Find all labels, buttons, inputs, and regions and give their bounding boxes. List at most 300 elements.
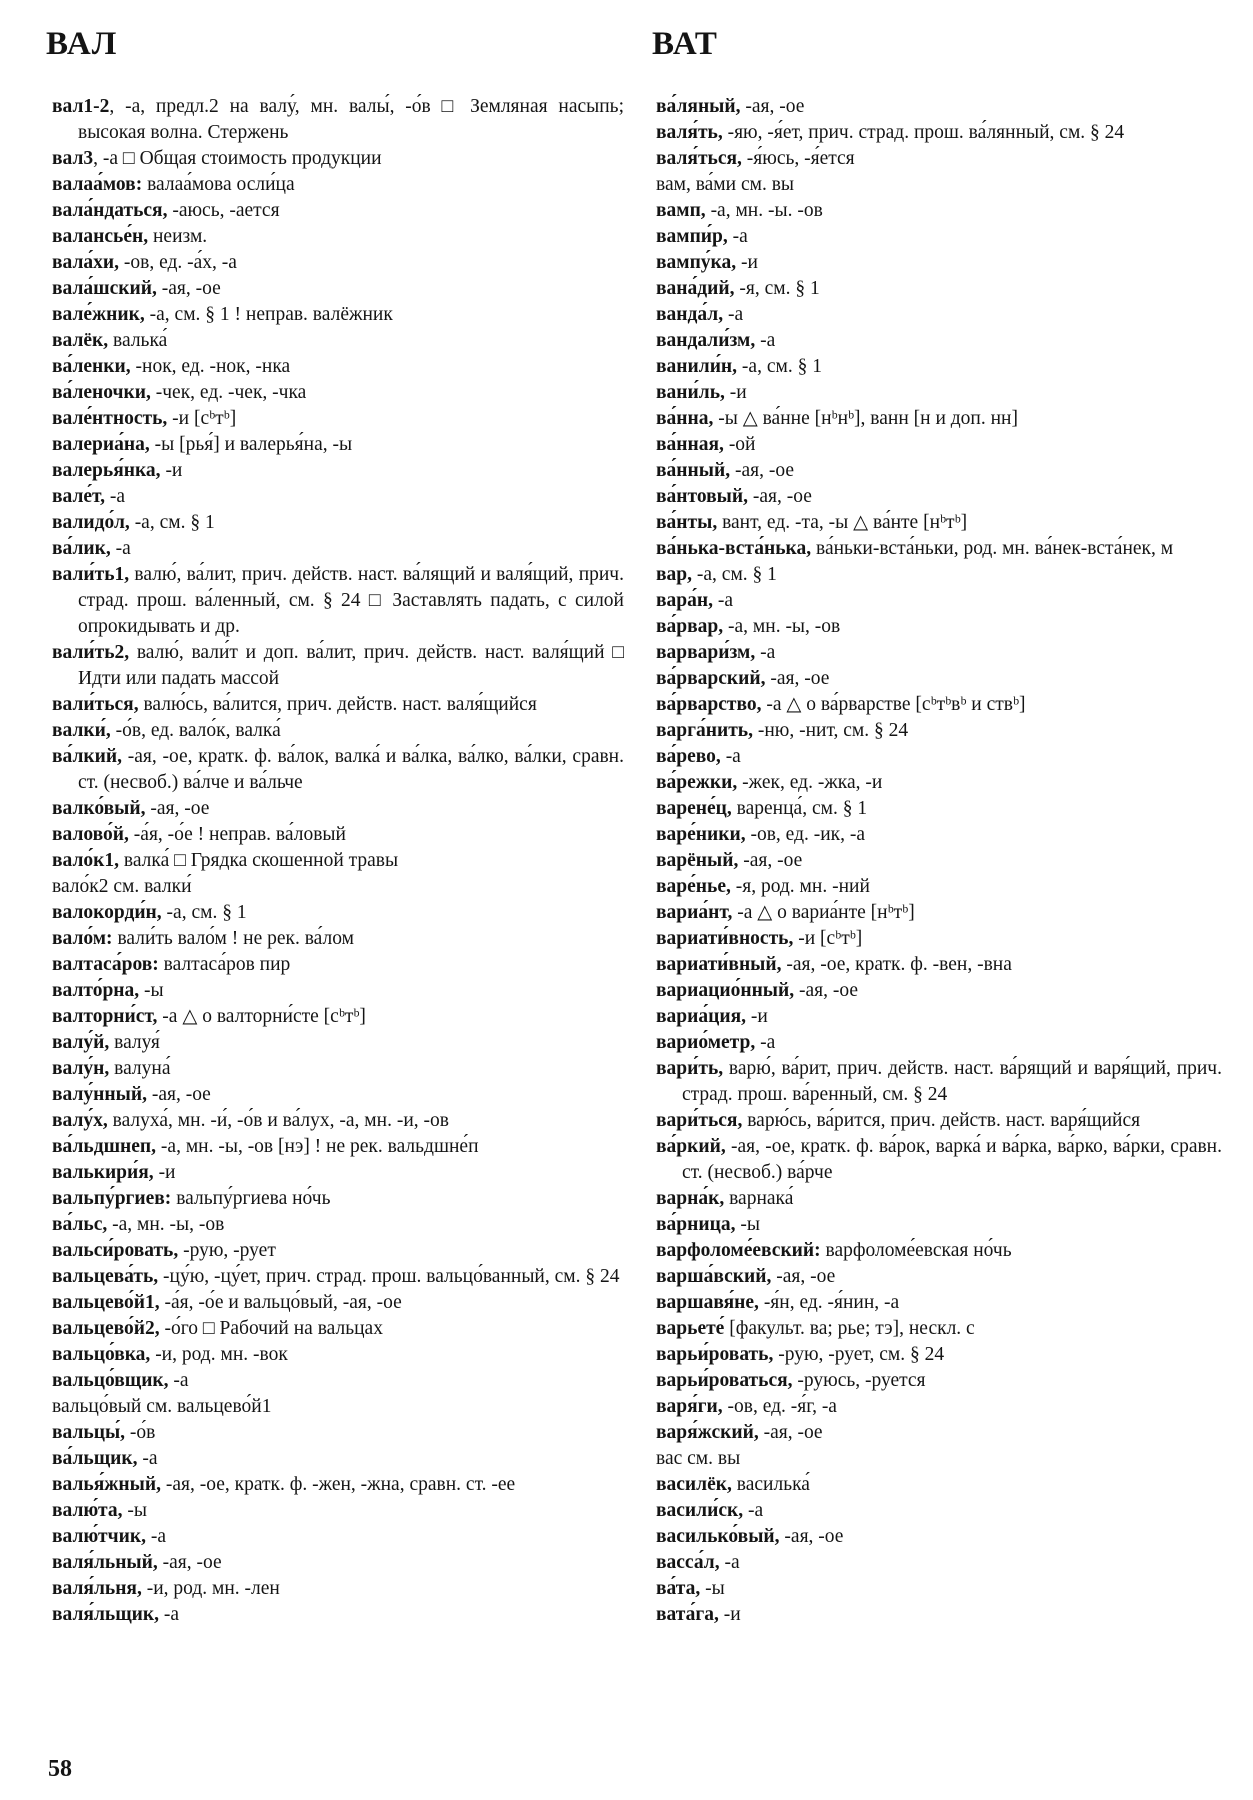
dictionary-entry (656, 588, 1222, 614)
dictionary-entry (656, 926, 1222, 952)
entry-headword: варшавя́не, (656, 1292, 759, 1313)
dictionary-entry (52, 1316, 624, 1342)
dictionary-entry (52, 1108, 624, 1134)
entry-headword: валу́нный, (52, 1084, 147, 1105)
entry-text: -ая, -ое (156, 278, 221, 299)
dictionary-entry (52, 926, 624, 952)
entry-text: -чек, ед. -чек, -чка (150, 382, 307, 403)
dictionary-entry (656, 380, 1222, 406)
entry-text: -а (110, 538, 131, 559)
entry-headword: валки́, (52, 720, 111, 741)
entry-text: -ая, -ое (738, 850, 803, 871)
dictionary-entry (656, 1472, 1222, 1498)
entry-headword: варене́ц, (656, 798, 732, 819)
entry-headword: ванда́л, (656, 304, 724, 325)
dictionary-entry (656, 1602, 1222, 1628)
entry-headword: вата́га, (656, 1604, 719, 1625)
entry-text: -ы △ ва́нне [нᵇнᵇ], ванн [н и доп. нн] (713, 408, 1018, 429)
entry-text: -я́юсь, -я́ется (741, 148, 855, 169)
entry-headword: вале́т, (52, 486, 106, 507)
entry-text: -а́я, -о́е ! неправ. ва́ловый (128, 824, 346, 845)
dictionary-entry (656, 718, 1222, 744)
right-column (656, 94, 1222, 1628)
entry-headword: валя́ться, (656, 148, 742, 169)
dictionary-entry (656, 1108, 1222, 1134)
dictionary-entry (52, 1524, 624, 1550)
entry-headword: ва́ленки, (52, 356, 131, 377)
entry-text: -и, род. мн. -вок (150, 1344, 288, 1365)
dictionary-entry (52, 1446, 624, 1472)
entry-text: -о́го □ Рабочий на вальцах (159, 1318, 383, 1339)
entry-headword: вала́хи, (52, 252, 120, 273)
entry-headword: варша́вский, (656, 1266, 772, 1287)
dictionary-entry (656, 120, 1222, 146)
entry-text: -ая, -ое (794, 980, 859, 1001)
entry-text: -ню, -нит, см. § 24 (752, 720, 909, 741)
entry-headword: ва́нная, (656, 434, 724, 455)
dictionary-entry (656, 562, 1222, 588)
entry-headword: вариати́вный, (656, 954, 782, 975)
dictionary-entry (656, 770, 1222, 796)
entry-headword: валу́х, (52, 1110, 108, 1131)
entry-text: -а (105, 486, 126, 507)
dictionary-entry (52, 900, 624, 926)
entry-headword: ва́та, (656, 1578, 701, 1599)
entry-text: -ы (735, 1214, 760, 1235)
entry-text: -ая, -ое (145, 798, 210, 819)
dictionary-entry (52, 1004, 624, 1030)
dictionary-entry (52, 354, 624, 380)
entry-headword: валья́жный, (52, 1474, 161, 1495)
dictionary-entry (52, 848, 624, 874)
entry-headword: вани́ль, (656, 382, 725, 403)
entry-text: -ы (122, 1500, 147, 1521)
entry-headword: ва́нты, (656, 512, 718, 533)
entry-text: -ая, -ое (771, 1266, 836, 1287)
entry-headword: валькири́я, (52, 1162, 154, 1183)
dictionary-entry (52, 874, 624, 900)
entry-text: -а, см. § 1 (737, 356, 822, 377)
entry-text: -и (718, 1604, 741, 1625)
dictionary-entry (656, 666, 1222, 692)
entry-text: -яю, -я́ет, прич. страд. прош. ва́лянный, см. § 24 (722, 122, 1125, 143)
entry-text: -а, см. § 1 (692, 564, 777, 585)
dictionary-entry (656, 432, 1222, 458)
entry-headword: варе́нье, (656, 876, 731, 897)
dictionary-entry (52, 276, 624, 302)
dictionary-entry (52, 744, 624, 796)
entry-text: -ов, ед. -я́г, -а (722, 1396, 837, 1417)
entry-text: -и [сᵇтᵇ] (793, 928, 863, 949)
entry-headword: вал1-2 (52, 96, 110, 117)
entry-text: валаа́мова осли́ца (142, 174, 295, 195)
entry-text: -и (724, 382, 747, 403)
entry-text: -ая, -ое (758, 1422, 823, 1443)
entry-text: -а (719, 1552, 740, 1573)
entry-headword: варьете́ (656, 1318, 725, 1339)
entry-text: ва́ньки-вста́ньки, род. мн. ва́нек-вста́нек, м (811, 538, 1174, 559)
entry-headword: вампу́ка, (656, 252, 737, 273)
entry-text: вали́ть вало́м ! не рек. ва́лом (112, 928, 354, 949)
dictionary-entry (52, 1368, 624, 1394)
entry-text: -а, см. § 1 (129, 512, 215, 533)
entry-text: -жек, ед. -жка, -и (737, 772, 883, 793)
dictionary-entry (52, 1264, 624, 1290)
dictionary-entry (52, 536, 624, 562)
entry-text: -ая, -ое (146, 1084, 211, 1105)
dictionary-entry (52, 1576, 624, 1602)
dictionary-entry (52, 1082, 624, 1108)
entry-text: варфоломе́евская но́чь (820, 1240, 1012, 1261)
dictionary-entry (52, 718, 624, 744)
entry-text: варю́, ва́рит, прич. действ. наст. ва́рящий и варя́щий, прич. страд. прош. ва́ренный, см. § 24 (682, 1058, 1222, 1105)
dictionary-entry (656, 1498, 1222, 1524)
entry-text: валька́ (108, 330, 168, 351)
dictionary-entry (656, 744, 1222, 770)
dictionary-entry (656, 354, 1222, 380)
entry-text: -я, род. мн. -ний (730, 876, 870, 897)
entry-text: вант, ед. -та, -ы △ ва́нте [нᵇтᵇ] (717, 512, 968, 533)
entry-headword: вари́ться, (656, 1110, 743, 1131)
entry-headword: вали́ть1, (52, 564, 130, 585)
entry-headword: валторни́ст, (52, 1006, 158, 1027)
entry-text: -ой (723, 434, 756, 455)
entry-headword: ва́нька-вста́нька, (656, 538, 812, 559)
dictionary-entry (52, 1472, 624, 1498)
entry-text: , -а □ Общая стоимость продукции (93, 148, 382, 169)
entry-text: -а △ о вариа́нте [нᵇтᵇ] (732, 902, 915, 923)
entry-headword: варе́ники, (656, 824, 746, 845)
dictionary-entry (656, 822, 1222, 848)
entry-headword: варя́жский, (656, 1422, 759, 1443)
dictionary-entry (656, 1004, 1222, 1030)
entry-text: -ая, -ое (730, 460, 794, 481)
entry-headword: валидо́л, (52, 512, 130, 533)
entry-text: -и [сᵇтᵇ] (167, 408, 237, 429)
entry-text: -ы (700, 1578, 725, 1599)
entry-text: , -а, предл.2 на валу́, мн. валы́, -о́в □ Земляная насыпь; высокая волна. Стержень (78, 96, 624, 143)
entry-text: валю́сь, ва́лится, прич. действ. наст. валя́щийся (138, 694, 537, 715)
entry-headword: вальцева́ть, (52, 1266, 159, 1287)
entry-text: -а (713, 590, 734, 611)
dictionary-entry (656, 978, 1222, 1004)
entry-text: валтаса́ров пир (158, 954, 291, 975)
dictionary-entry (656, 172, 1222, 198)
entry-text: неизм. (148, 226, 208, 247)
entry-text: варнака́ (724, 1188, 794, 1209)
dictionary-entry (656, 1420, 1222, 1446)
entry-text: -а (168, 1370, 189, 1391)
dictionary-entry (656, 1550, 1222, 1576)
entry-headword: валя́льня, (52, 1578, 142, 1599)
entry-text: -а́я, -о́е и вальцо́вый, -ая, -ое (159, 1292, 402, 1313)
entry-text: вас см. вы (656, 1448, 741, 1469)
dictionary-entry (52, 1030, 624, 1056)
entry-headword: варга́нить, (656, 720, 753, 741)
dictionary-entry (656, 1290, 1222, 1316)
entry-text: -ая, -ое, кратк. ф. ва́рок, варка́ и ва́рка, ва́рко, ва́рки, сравн. ст. (несвоб.) ва́рче (682, 1136, 1222, 1183)
entry-headword: варьи́ровать, (656, 1344, 774, 1365)
dictionary-entry (52, 1238, 624, 1264)
entry-text: -ая, -ое (779, 1526, 844, 1547)
dictionary-entry (656, 224, 1222, 250)
entry-text: -ая, -ое, кратк. ф. -жен, -жна, сравн. ст. -ее (160, 1474, 516, 1495)
entry-text: -ы [рья́] и валерья́на, -ы (149, 434, 353, 455)
dictionary-entry (52, 1290, 624, 1316)
dictionary-entry (656, 692, 1222, 718)
entry-text: -ов, ед. -а́х, -а (119, 252, 237, 273)
entry-text: -а, мн. -ы, -ов (107, 1214, 225, 1235)
dictionary-entry (52, 562, 624, 640)
entry-text: -а, мн. -ы, -ов (723, 616, 841, 637)
entry-headword: валя́льный, (52, 1552, 158, 1573)
entry-headword: валя́льщик, (52, 1604, 160, 1625)
dictionary-entry (656, 1238, 1222, 1264)
entry-headword: вальцо́вка, (52, 1344, 151, 1365)
dictionary-entry (52, 1602, 624, 1628)
entry-headword: варьи́роваться, (656, 1370, 793, 1391)
entry-text: валка́ □ Грядка скошенной травы (119, 850, 399, 871)
entry-headword: валокорди́н, (52, 902, 162, 923)
dictionary-entry (52, 822, 624, 848)
entry-text: -и, род. мн. -лен (141, 1578, 280, 1599)
dictionary-entry (52, 952, 624, 978)
dictionary-entry (52, 1134, 624, 1160)
entry-headword: вальцо́вщик, (52, 1370, 169, 1391)
dictionary-entry (52, 458, 624, 484)
dictionary-entry (656, 1264, 1222, 1290)
dictionary-entry (52, 640, 624, 692)
dictionary-entry (52, 1394, 624, 1420)
entry-headword: ва́рево, (656, 746, 721, 767)
dictionary-entry (656, 900, 1222, 926)
entry-text: варю́сь, ва́рится, прич. действ. наст. варя́щийся (742, 1110, 1141, 1131)
entry-headword: вало́к1, (52, 850, 120, 871)
dictionary-entry (656, 1524, 1222, 1550)
entry-headword: валерья́нка, (52, 460, 161, 481)
dictionary-entry (656, 1186, 1222, 1212)
entry-text: вам, ва́ми см. вы (656, 174, 795, 195)
entry-headword: валансье́н, (52, 226, 149, 247)
entry-text: -рую, -рует (178, 1240, 276, 1261)
entry-headword: варна́к, (656, 1188, 725, 1209)
entry-headword: вариа́ция, (656, 1006, 747, 1027)
entry-headword: ва́лик, (52, 538, 111, 559)
dictionary-entry (656, 146, 1222, 172)
entry-headword: вана́дий, (656, 278, 735, 299)
dictionary-entry (52, 224, 624, 250)
dictionary-entry (656, 484, 1222, 510)
entry-headword: валю́тчик, (52, 1526, 146, 1547)
entry-text: -ая, -ое (157, 1552, 222, 1573)
entry-text: -ая, -ое (740, 96, 805, 117)
entry-text: -ая, -ое, кратк. ф. -вен, -вна (781, 954, 1012, 975)
entry-headword: вали́ться, (52, 694, 139, 715)
left-column (52, 94, 624, 1628)
dictionary-entry (656, 952, 1222, 978)
entry-text: -а △ о ва́рварстве [сᵇтᵇвᵇ и ствᵇ] (761, 694, 1026, 715)
entry-headword: ва́режки, (656, 772, 738, 793)
entry-headword: ва́ляный, (656, 96, 741, 117)
dictionary-entry (52, 146, 624, 172)
entry-text: -а, см. § 1 ! неправ. валёжник (144, 304, 393, 325)
entry-headword: вальцево́й1, (52, 1292, 160, 1313)
dictionary-entry (656, 406, 1222, 432)
running-head-left: ВАЛ (46, 26, 118, 62)
dictionary-entry (656, 874, 1222, 900)
dictionary-entry (52, 432, 624, 458)
entry-headword: вали́ть2, (52, 642, 130, 663)
entry-headword: валу́н, (52, 1058, 110, 1079)
entry-headword: вариати́вность, (656, 928, 794, 949)
entry-headword: вала́шский, (52, 278, 157, 299)
entry-headword: валу́й, (52, 1032, 110, 1053)
entry-text: -а (723, 304, 744, 325)
dictionary-entry (656, 640, 1222, 666)
entry-text: василька́ (731, 1474, 810, 1495)
dictionary-entry (656, 458, 1222, 484)
dictionary-entry (656, 1134, 1222, 1186)
dictionary-entry (656, 1368, 1222, 1394)
dictionary-entry (656, 1212, 1222, 1238)
entry-headword: вале́жник, (52, 304, 145, 325)
entry-headword: вальпу́ргиев: (52, 1188, 172, 1209)
dictionary-entry (656, 848, 1222, 874)
dictionary-entry (656, 1342, 1222, 1368)
entry-headword: ва́льщик, (52, 1448, 138, 1469)
dictionary-entry (52, 198, 624, 224)
entry-text: -и (736, 252, 758, 273)
entry-headword: вариацио́нный, (656, 980, 795, 1001)
dictionary-entry (656, 328, 1222, 354)
entry-headword: варио́метр, (656, 1032, 756, 1053)
entry-headword: вамп, (656, 200, 706, 221)
entry-headword: ва́рница, (656, 1214, 736, 1235)
entry-text: -ая, -ое (765, 668, 830, 689)
dictionary-entry (52, 406, 624, 432)
entry-text: -а (159, 1604, 180, 1625)
entry-headword: ва́ркий, (656, 1136, 726, 1157)
entry-headword: валя́ть, (656, 122, 723, 143)
entry-text: -ая, -ое, кратк. ф. ва́лок, валка́ и ва́лка, ва́лко, ва́лки, сравн. ст. (несвоб.) ва́лче и ва́льче (78, 746, 624, 793)
entry-headword: вало́м: (52, 928, 113, 949)
dictionary-entry (656, 1316, 1222, 1342)
dictionary-entry (52, 978, 624, 1004)
entry-text: -и (153, 1162, 176, 1183)
dictionary-entry (656, 1394, 1222, 1420)
entry-text: вальцо́вый см. вальцево́й1 (52, 1396, 272, 1417)
entry-text: -а (743, 1500, 764, 1521)
entry-headword: валаа́мов: (52, 174, 143, 195)
entry-headword: ва́леночки, (52, 382, 151, 403)
entry-text: вало́к2 см. валки́ (52, 876, 192, 897)
entry-headword: валю́та, (52, 1500, 123, 1521)
entry-text: -ы (139, 980, 164, 1001)
entry-headword: вала́ндаться, (52, 200, 168, 221)
dictionary-entry (656, 1030, 1222, 1056)
entry-text: -ая, -ое (747, 486, 812, 507)
entry-text: -и (160, 460, 183, 481)
entry-text: валю́, ва́лит, прич. действ. наст. ва́лящий и валя́щий, прич. страд. прош. ва́ленный, см. § 24 □ Заставлять падать, с силой опрокидывать и др. (78, 564, 624, 637)
entry-text: валуя́ (109, 1032, 160, 1053)
dictionary-entry (52, 1186, 624, 1212)
entry-headword: варвари́зм, (656, 642, 756, 663)
entry-headword: василёк, (656, 1474, 732, 1495)
entry-text: [факульт. ва; рье; тэ], нескл. с (724, 1318, 975, 1339)
entry-text: -я, см. § 1 (734, 278, 820, 299)
entry-text: -а, см. § 1 (161, 902, 247, 923)
entry-headword: ва́нтовый, (656, 486, 748, 507)
entry-headword: ва́лкий, (52, 746, 122, 767)
dictionary-entry (656, 1576, 1222, 1602)
entry-headword: валово́й, (52, 824, 129, 845)
dictionary-entry (656, 796, 1222, 822)
entry-text: -а (720, 746, 741, 767)
entry-headword: василько́вый, (656, 1526, 780, 1547)
dictionary-entry (656, 302, 1222, 328)
entry-headword: валериа́на, (52, 434, 150, 455)
entry-text: -а (755, 642, 776, 663)
dictionary-entry (656, 510, 1222, 536)
entry-headword: вальцы́, (52, 1422, 126, 1443)
entry-headword: ва́рвар, (656, 616, 724, 637)
entry-text: -цу́ю, -цу́ет, прич. страд. прош. вальцо́ванный, см. § 24 (158, 1266, 620, 1287)
dictionary-entry (52, 250, 624, 276)
dictionary-entry (52, 1498, 624, 1524)
entry-text: -а (727, 226, 748, 247)
entry-text: -и (746, 1006, 768, 1027)
entry-headword: валёк, (52, 330, 109, 351)
dictionary-entry (52, 302, 624, 328)
entry-text: -а, мн. -ы. -ов (705, 200, 823, 221)
dictionary-entry (52, 484, 624, 510)
dictionary-entry (52, 172, 624, 198)
entry-text: вальпу́ргиева но́чь (171, 1188, 331, 1209)
entry-headword: вандали́зм, (656, 330, 756, 351)
entry-headword: вале́нтность, (52, 408, 168, 429)
entry-headword: варёный, (656, 850, 739, 871)
entry-text: -а (137, 1448, 158, 1469)
entry-headword: валтаса́ров: (52, 954, 159, 975)
entry-headword: ва́нна, (656, 408, 714, 429)
dictionary-entry (656, 94, 1222, 120)
dictionary-entry (656, 536, 1222, 562)
entry-text: -рую, -рует, см. § 24 (773, 1344, 945, 1365)
dictionary-entry (656, 614, 1222, 640)
entry-text: -ов, ед. -ик, -а (745, 824, 866, 845)
dictionary-entry (52, 1420, 624, 1446)
dictionary-entry (52, 796, 624, 822)
dictionary-entry (656, 1446, 1222, 1472)
dictionary-entry (52, 328, 624, 354)
entry-headword: вариа́нт, (656, 902, 733, 923)
entry-headword: вари́ть, (656, 1058, 724, 1079)
entry-headword: ва́рварский, (656, 668, 766, 689)
entry-text: -нок, ед. -нок, -нка (130, 356, 291, 377)
entry-headword: вар, (656, 564, 693, 585)
entry-text: -аюсь, -ается (167, 200, 280, 221)
entry-text: валуна́ (109, 1058, 171, 1079)
entry-headword: васса́л, (656, 1552, 720, 1573)
dictionary-entry (656, 276, 1222, 302)
entry-headword: вальцево́й2, (52, 1318, 160, 1339)
entry-text: варенца́, см. § 1 (731, 798, 868, 819)
entry-headword: валко́вый, (52, 798, 146, 819)
entry-headword: вал3 (52, 148, 94, 169)
entry-headword: ва́льс, (52, 1214, 108, 1235)
entry-text: валю́, вали́т и доп. ва́лит, прич. действ. наст. валя́щий □ Идти или падать массой (78, 642, 624, 689)
dictionary-entry (52, 692, 624, 718)
